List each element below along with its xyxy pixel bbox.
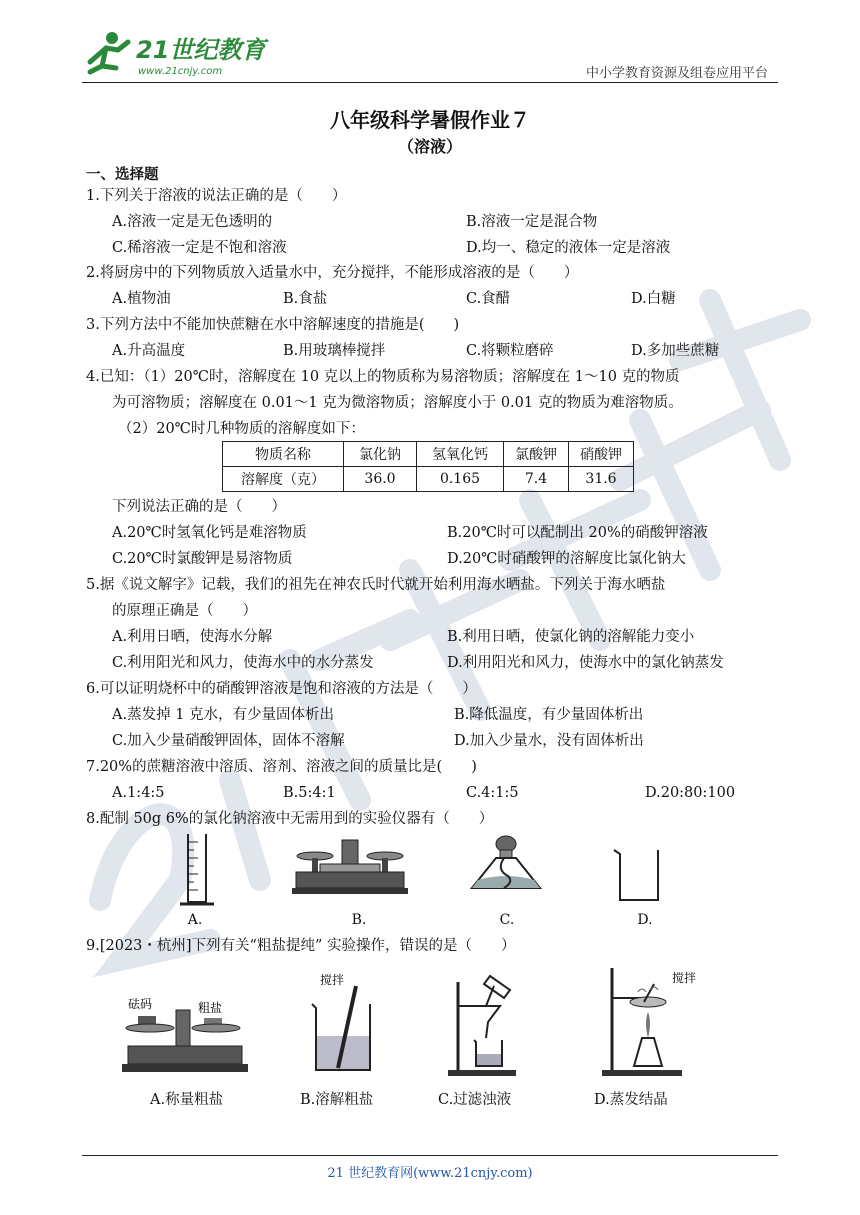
option-a: A.溶液一定是无色透明的 <box>112 214 273 230</box>
question-stem-continued: 下列说法正确的是（ ） <box>112 499 286 515</box>
option-a: A.称量粗盐 <box>150 1092 224 1108</box>
option-c: C.加入少量硝酸钾固体，固体不溶解 <box>112 733 345 749</box>
table-row <box>223 467 634 492</box>
question-stem-continued: 的原理正确是（ ） <box>112 603 257 619</box>
option-b: B.溶解粗盐 <box>300 1092 374 1108</box>
filtration-setup-image <box>440 962 520 1080</box>
question-stem: 9.[2023・杭州]下列有关“粗盐提纯” 实验操作，错误的是（ ） <box>86 938 516 954</box>
option-a: A.升高温度 <box>112 343 186 359</box>
question-stem: 3.下列方法中不能加快蔗糖在水中溶解速度的措施是( ) <box>86 317 460 333</box>
option-d: D.加入少量水，没有固体析出 <box>454 733 644 749</box>
table-cell: 氯化钠 <box>344 442 417 467</box>
option-b: B. <box>351 912 367 928</box>
table-cell: 溶解度（克） <box>223 467 344 492</box>
footer-link[interactable]: 21 世纪教育网(www.21cnjy.com) <box>327 1166 533 1181</box>
table-cell: 0.165 <box>417 467 504 492</box>
question-stem: 2.将厨房中的下列物质放入适量水中，充分搅拌，不能形成溶液的是（ ） <box>86 265 579 281</box>
logo-url: www.21cnjy.com <box>138 66 223 77</box>
option-c: C.利用阳光和风力，使海水中的水分蒸发 <box>112 655 374 671</box>
page-subtitle: （溶液） <box>397 137 462 156</box>
option-d: D. <box>637 912 653 928</box>
table-header-row <box>223 442 634 467</box>
stir-label: 搅拌 <box>320 973 345 987</box>
dissolving-setup-image <box>304 966 380 1078</box>
option-b: B.利用日晒，使氯化钠的溶解能力变小 <box>447 629 695 645</box>
table-cell: 硝酸钾 <box>569 442 634 467</box>
option-b: B.食盐 <box>283 291 328 307</box>
option-a: A.植物油 <box>112 291 171 307</box>
footer-divider <box>82 1155 778 1156</box>
question-stem-continued: 为可溶物质；溶解度在 0.01～1 克为微溶物质；溶解度小于 0.01 克的物质为难溶物质。 <box>112 395 683 411</box>
question-stem: 6.可以证明烧杯中的硝酸钾溶液是饱和溶液的方法是（ ） <box>86 681 477 697</box>
option-a: A.1:4:5 <box>112 785 165 801</box>
crude-salt-label: 粗盐 <box>198 1001 223 1015</box>
question-stem-continued: （2）20℃时几种物质的溶解度如下： <box>118 421 365 437</box>
runner-icon <box>90 32 128 72</box>
option-a: A.利用日晒，使海水分解 <box>112 629 273 645</box>
option-a: A.蒸发掉 1 克水，有少量固体析出 <box>112 707 335 723</box>
option-d: D.利用阳光和风力，使海水中的氯化钠蒸发 <box>447 655 724 671</box>
option-d: D.20:80:100 <box>645 785 736 801</box>
question-stem: 1.下列关于溶液的说法正确的是（ ） <box>86 188 347 204</box>
page-title: 八年级科学暑假作业７ <box>330 108 530 132</box>
table-cell: 7.4 <box>504 467 569 492</box>
option-d: D.多加些蔗糖 <box>631 343 720 359</box>
option-d: D.均一、稳定的液体一定是溶液 <box>466 240 671 256</box>
option-c: C. <box>499 912 515 928</box>
option-d: D.20℃时硝酸钾的溶解度比氯化钠大 <box>447 551 686 567</box>
option-b: B.5:4:1 <box>283 785 336 801</box>
option-c: C.将颗粒磨碎 <box>466 343 554 359</box>
stir-label: 搅拌 <box>672 971 697 985</box>
option-a: A. <box>187 912 203 928</box>
graduated-cylinder-image <box>172 830 222 910</box>
option-b: B.溶液一定是混合物 <box>466 214 598 230</box>
question-stem: 8.配制 50g 6%的氯化钠溶液中无需用到的实验仪器有（ ） <box>86 811 494 827</box>
table-cell: 氢氧化钙 <box>417 442 504 467</box>
header-divider <box>82 82 778 83</box>
option-c: C.稀溶液一定是不饱和溶液 <box>112 240 287 256</box>
table-cell: 36.0 <box>344 467 417 492</box>
header-right-text: 中小学教育资源及组卷应用平台 <box>585 66 768 81</box>
question-stem: 5.据《说文解字》记载，我们的祖先在神农氏时代就开始利用海水晒盐。下列关于海水晒盐 <box>86 577 666 593</box>
option-c: C.4:1:5 <box>466 785 519 801</box>
logo-text: 21世纪教育 <box>136 36 266 64</box>
table-cell: 物质名称 <box>223 442 344 467</box>
table-cell: 氯酸钾 <box>504 442 569 467</box>
option-c: C.过滤浊液 <box>438 1092 512 1108</box>
option-b: B.用玻璃棒搅拌 <box>283 343 386 359</box>
option-d: D.白糖 <box>631 291 676 307</box>
weights-label: 砝码 <box>128 997 153 1011</box>
option-d: D.蒸发结晶 <box>594 1092 668 1108</box>
solubility-table <box>222 441 634 492</box>
weighing-setup-image <box>120 966 250 1078</box>
option-c: C.20℃时氯酸钾是易溶物质 <box>112 551 293 567</box>
table-cell: 31.6 <box>569 467 634 492</box>
section-heading: 一、选择题 <box>86 167 159 183</box>
site-logo <box>82 28 272 80</box>
evaporation-setup-image <box>594 962 714 1080</box>
option-c: C.食醋 <box>466 291 511 307</box>
option-b: B.降低温度，有少量固体析出 <box>454 707 644 723</box>
question-stem: 7.20%的蔗糖溶液中溶质、溶剂、溶液之间的质量比是( ) <box>86 759 477 775</box>
balance-scale-image <box>290 834 410 904</box>
alcohol-lamp-image <box>466 832 546 902</box>
question-stem: 4.已知：（1）20℃时，溶解度在 10 克以上的物质称为易溶物质；溶解度在 1～10 克的物质 <box>86 369 680 385</box>
beaker-image <box>610 846 666 906</box>
option-b: B.20℃时可以配制出 20%的硝酸钾溶液 <box>447 525 708 541</box>
option-a: A.20℃时氢氧化钙是难溶物质 <box>112 525 307 541</box>
